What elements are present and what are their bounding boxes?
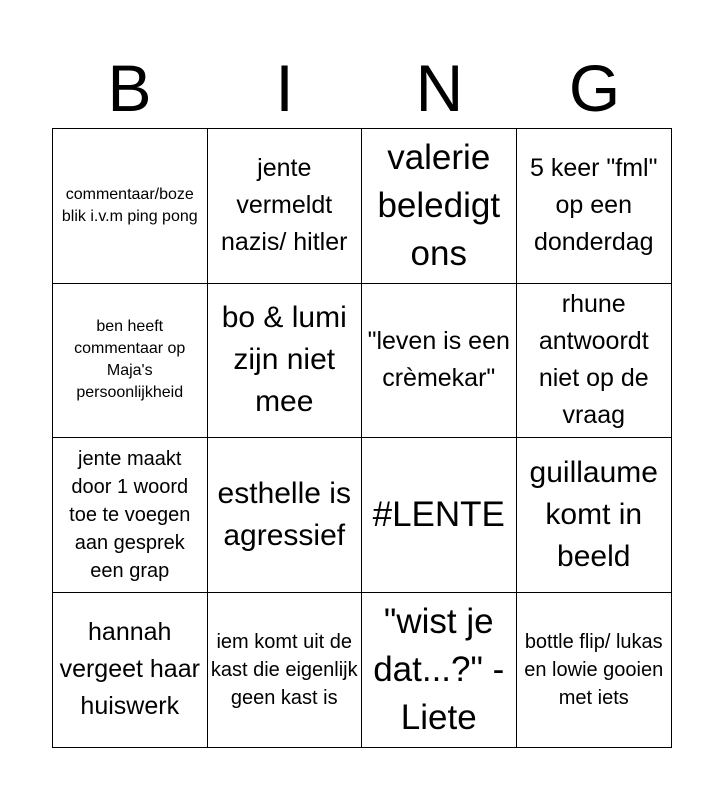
bingo-cell[interactable]: "leven is een crèmekar" <box>362 284 517 439</box>
bingo-cell[interactable]: ben heeft commentaar op Maja's persoonlijkheid <box>53 284 208 439</box>
bingo-board <box>52 128 672 748</box>
bingo-cell[interactable]: bo & lumi zijn niet mee <box>208 284 363 439</box>
bingo-cell[interactable]: esthelle is agressief <box>208 438 363 593</box>
header-letter-g: G <box>568 51 621 125</box>
bingo-cell[interactable]: guillaume komt in beeld <box>517 438 672 593</box>
bingo-header <box>52 52 672 124</box>
bingo-cell[interactable]: rhune antwoordt niet op de vraag <box>517 284 672 439</box>
bingo-cell[interactable]: valerie beledigt ons <box>362 129 517 284</box>
header-letter-b: B <box>107 51 152 125</box>
header-letter-i: I <box>275 51 294 125</box>
bingo-cell[interactable]: bottle flip/ lukas en lowie gooien met iets <box>524 630 664 709</box>
bingo-cell[interactable]: hannah vergeet haar huiswerk <box>53 593 208 748</box>
bingo-cell[interactable]: iem komt uit de kast die eigenlijk geen kast is <box>208 593 363 748</box>
bingo-cell[interactable]: commentaar/boze blik i.v.m ping pong <box>53 129 208 284</box>
header-letter-n: N <box>415 51 464 125</box>
bingo-cell-free[interactable]: #LENTE <box>362 438 517 593</box>
bingo-cell[interactable]: jente maakt door 1 woord toe te voegen aan gesprek een grap <box>53 438 208 593</box>
bingo-cell[interactable]: 5 keer "fml" op een donderdag <box>517 129 672 284</box>
bingo-cell[interactable]: "wist je dat...?" -Liete <box>362 593 517 748</box>
bingo-cell[interactable]: jente vermeldt nazis/ hitler <box>208 129 363 284</box>
